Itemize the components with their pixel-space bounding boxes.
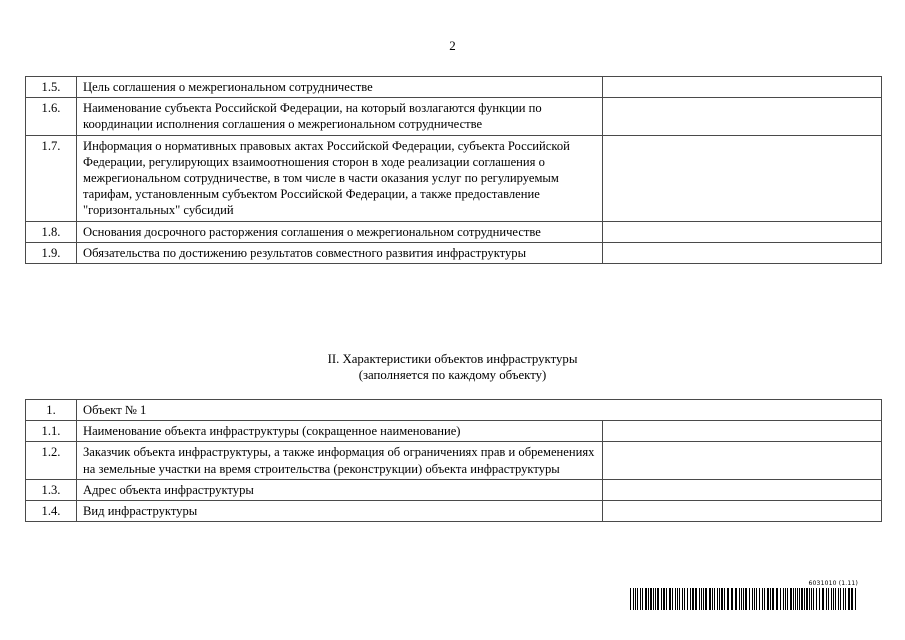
row-label: Заказчик объекта инфраструктуры, а также информация об ограничениях прав и обременениях на земельные участки на время строительства (реконструкции) объекта инфраструктуры bbox=[77, 442, 603, 479]
row-value-cell[interactable] bbox=[603, 77, 882, 98]
row-number: 1.7. bbox=[26, 135, 77, 221]
row-label: Вид инфраструктуры bbox=[77, 501, 603, 522]
row-number: 1.8. bbox=[26, 221, 77, 242]
row-value-cell[interactable] bbox=[603, 421, 882, 442]
barcode-icon bbox=[630, 588, 858, 610]
row-value-cell[interactable] bbox=[603, 98, 882, 135]
object-number: 1. bbox=[26, 400, 77, 421]
row-value-cell[interactable] bbox=[603, 135, 882, 221]
table-row bbox=[26, 77, 882, 98]
section-heading: II. Характеристики объектов инфраструктуры bbox=[327, 352, 578, 366]
row-label: Обязательства по достижению результатов совместного развития инфраструктуры bbox=[77, 242, 603, 263]
row-value-cell[interactable] bbox=[603, 221, 882, 242]
row-number: 1.3. bbox=[26, 479, 77, 500]
table-row bbox=[26, 135, 882, 221]
row-label: Цель соглашения о межрегиональном сотрудничестве bbox=[77, 77, 603, 98]
row-label: Информация о нормативных правовых актах Российской Федерации, субъекта Российской Федерации, регулирующих взаимоотношения сторон в ходе реализации соглашения о межрегиональном сотрудничестве, в том числе в части оказания услуг по регулируемым тарифам, установленным субъектом Российской Федерации, а также предоставление "горизонтальных" субсидий bbox=[77, 135, 603, 221]
row-value-cell[interactable] bbox=[603, 242, 882, 263]
table-row bbox=[26, 242, 882, 263]
object-title: Объект № 1 bbox=[77, 400, 882, 421]
table-row bbox=[26, 221, 882, 242]
section-title bbox=[0, 351, 905, 383]
form-table-general bbox=[25, 76, 882, 264]
table-row bbox=[26, 421, 882, 442]
row-value-cell[interactable] bbox=[603, 442, 882, 479]
row-label: Наименование субъекта Российской Федерации, на который возлагаются функции по координации исполнения соглашения о межрегиональном сотрудничестве bbox=[77, 98, 603, 135]
row-number: 1.4. bbox=[26, 501, 77, 522]
row-number: 1.6. bbox=[26, 98, 77, 135]
row-label: Основания досрочного расторжения соглашения о межрегиональном сотрудничестве bbox=[77, 221, 603, 242]
table-row bbox=[26, 98, 882, 135]
row-label: Наименование объекта инфраструктуры (сокращенное наименование) bbox=[77, 421, 603, 442]
row-value-cell[interactable] bbox=[603, 479, 882, 500]
page-number: 2 bbox=[449, 38, 456, 53]
table-row bbox=[26, 479, 882, 500]
table-row bbox=[26, 442, 882, 479]
section-subheading: (заполняется по каждому объекту) bbox=[358, 368, 547, 382]
row-number: 1.1. bbox=[26, 421, 77, 442]
row-number: 1.2. bbox=[26, 442, 77, 479]
form-table-objects bbox=[25, 399, 882, 522]
row-number: 1.5. bbox=[26, 77, 77, 98]
table-row bbox=[26, 501, 882, 522]
row-number: 1.9. bbox=[26, 242, 77, 263]
row-label: Адрес объекта инфраструктуры bbox=[77, 479, 603, 500]
barcode bbox=[630, 580, 858, 612]
row-value-cell[interactable] bbox=[603, 501, 882, 522]
barcode-caption: 6031010 (1.11) bbox=[808, 580, 858, 587]
object-header-row bbox=[26, 400, 882, 421]
